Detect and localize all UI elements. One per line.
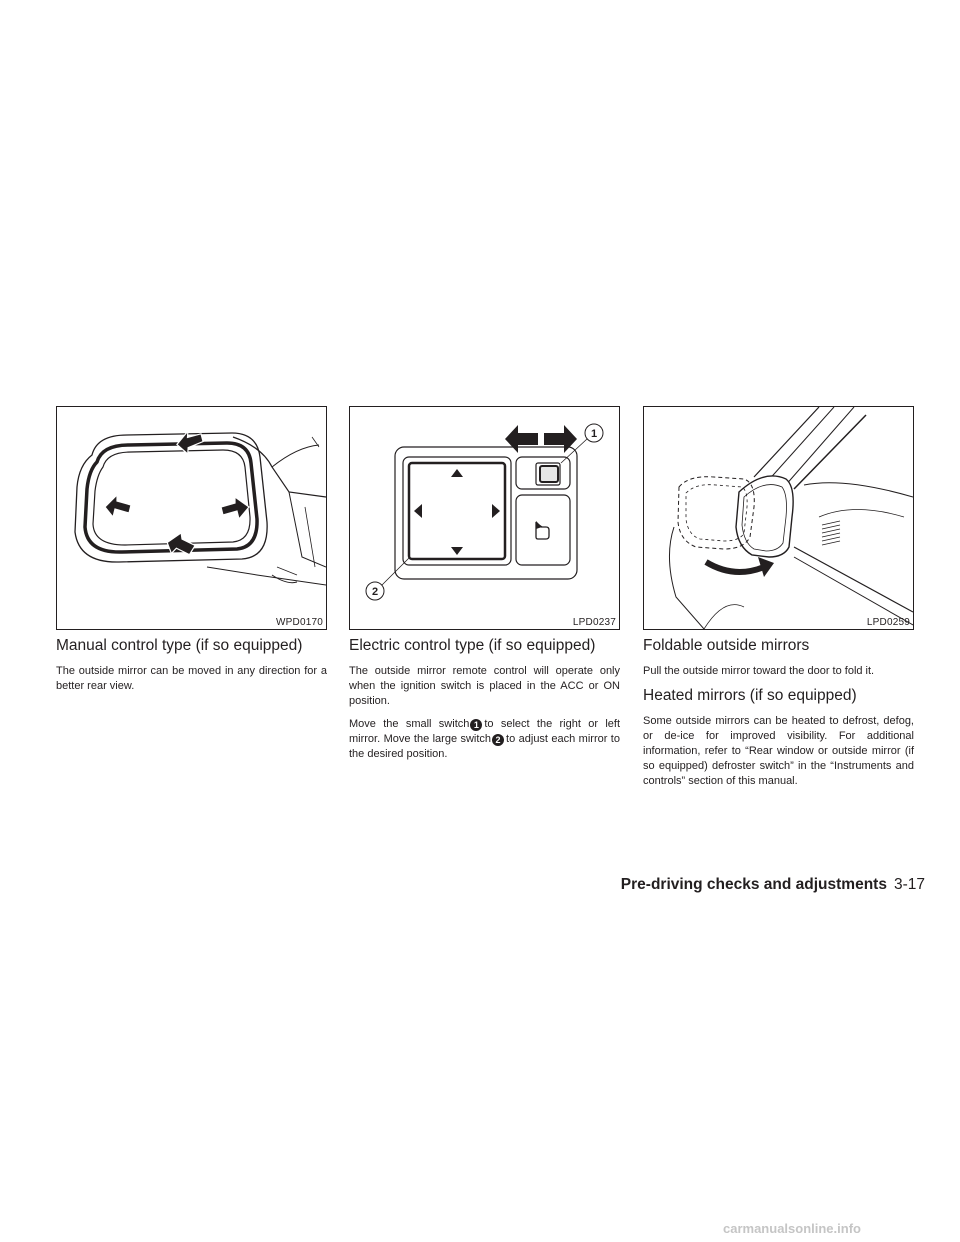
heading-foldable-mirrors: Foldable outside mirrors: [643, 637, 810, 654]
paragraph: Some outside mirrors can be heated to defrost, defog, or de-ice for improved visibility. For additional information, refer to “Rear window or outside mirror (if so equipped) defroster switch” in the “Instruments and controls” section of this manual.: [643, 715, 914, 787]
heading-heated-mirrors: Heated mirrors (if so equipped): [643, 687, 857, 704]
paragraph: The outside mirror can be moved in any direction for a better rear view.: [56, 665, 327, 692]
column-foldable-mirrors: [643, 406, 914, 797]
figure-code: LPD0259: [866, 617, 910, 628]
callout-number-1: 1: [470, 719, 482, 731]
page-footer: [595, 876, 925, 894]
heading-electric-control: Electric control type (if so equipped): [349, 637, 596, 654]
paragraph: Pull the outside mirror toward the door to fold it.: [643, 665, 875, 677]
figure-electric-switch: [349, 406, 620, 630]
figure-manual-mirror: [56, 406, 327, 630]
watermark: carmanualsonline.info: [723, 1221, 861, 1236]
manual-mirror-illustration: [57, 407, 326, 629]
page-number: 3-17: [893, 876, 925, 893]
callout-1: 1: [590, 428, 598, 440]
paragraph: The outside mirror remote control will operate only when the ignition switch is placed in the ACC or ON position.: [349, 665, 620, 707]
column-manual-control: [56, 406, 327, 702]
electric-switch-illustration: [350, 407, 619, 629]
foldable-mirror-illustration: [644, 407, 913, 629]
figure-foldable-mirror: [643, 406, 914, 630]
callout-2: 2: [371, 586, 379, 598]
column-electric-control: [349, 406, 620, 770]
footer-section-title: Pre-driving checks and adjustments: [620, 876, 887, 893]
callout-number-2: 2: [492, 734, 504, 746]
figure-code: LPD0237: [572, 617, 616, 628]
heading-manual-control: Manual control type (if so equipped): [56, 637, 303, 654]
paragraph-switch-instructions: Move the small switch 1 to select the right or left mirror. Move the large switch 2 to adjust each mirror to the desired position.: [349, 718, 620, 760]
figure-code: WPD0170: [276, 617, 323, 628]
